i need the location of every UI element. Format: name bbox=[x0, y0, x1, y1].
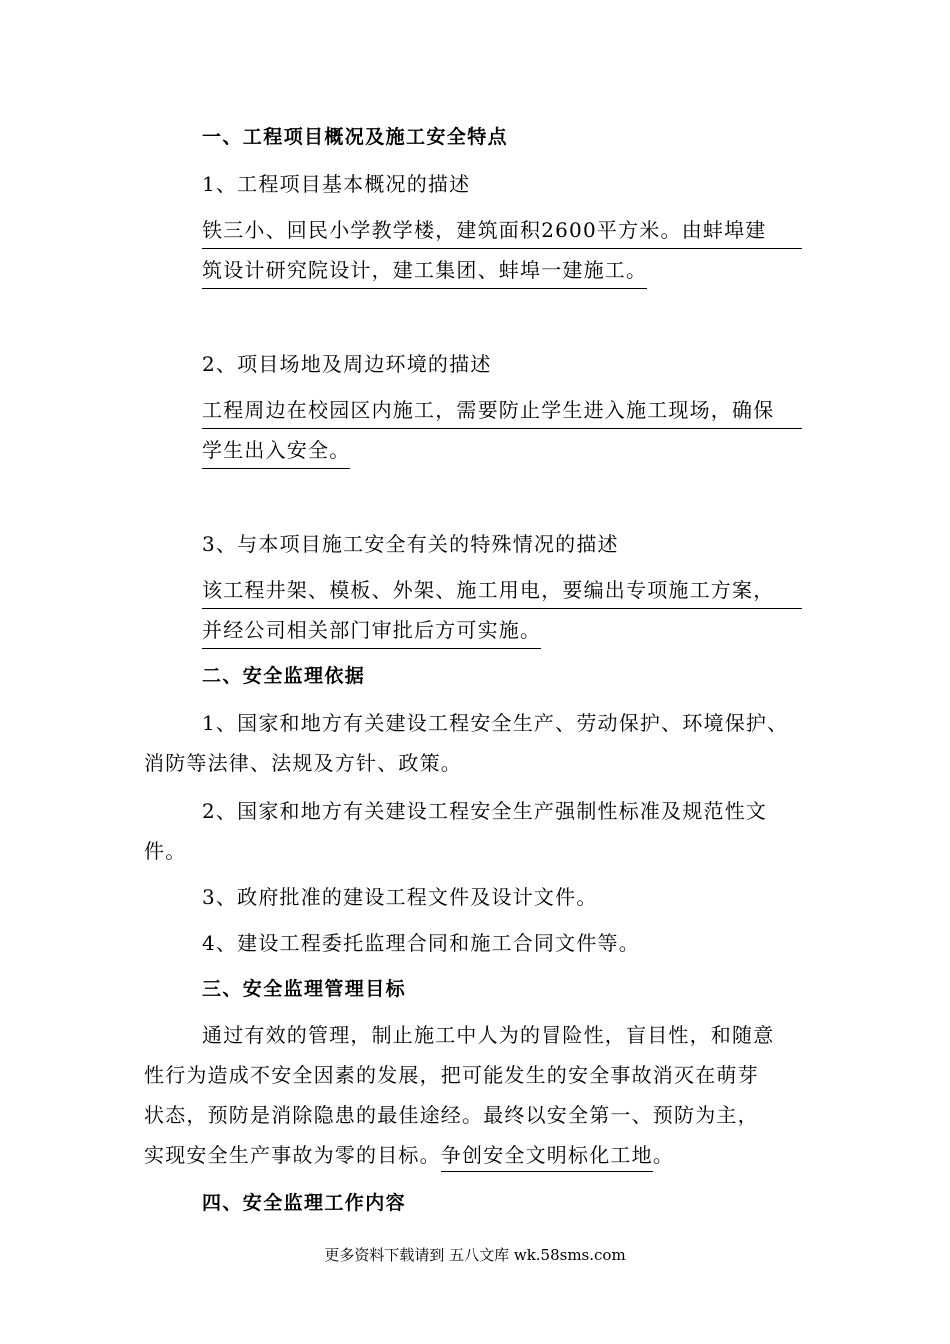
section-1-heading: 一、工程项目概况及施工安全特点 bbox=[202, 126, 509, 148]
section-3-line-2: 性行为造成不安全因素的发展，把可能发生的安全事故消灭在萌芽 bbox=[144, 1063, 759, 1087]
section-2-line-4: 件。 bbox=[144, 839, 187, 863]
section-1-item-2-line-2: 学生出入安全。 bbox=[202, 436, 350, 469]
section-3-line-4-period: 。 bbox=[652, 1143, 675, 1167]
section-3-heading: 三、安全监理管理目标 bbox=[202, 978, 407, 1000]
section-1-item-1-title: 1、工程项目基本概况的描述 bbox=[202, 172, 471, 196]
section-2-line-6: 4、建设工程委托监理合同和施工合同文件等。 bbox=[202, 931, 640, 955]
section-2-line-3: 2、国家和地方有关建设工程安全生产强制性标准及规范性文 bbox=[202, 799, 768, 823]
section-1-item-3-line-2: 并经公司相关部门审批后方可实施。 bbox=[202, 616, 541, 649]
section-1-item-2-title: 2、项目场地及周边环境的描述 bbox=[202, 352, 492, 376]
section-1-item-3-title: 3、与本项目施工安全有关的特殊情况的描述 bbox=[202, 532, 619, 556]
section-1-item-1-line-1: 铁三小、回民小学教学楼，建筑面积2600平方米。由蚌埠建 bbox=[202, 216, 802, 249]
section-1-item-3-line-1: 该工程井架、模板、外架、施工用电，要编出专项施工方案， bbox=[202, 576, 802, 609]
section-3-line-1: 通过有效的管理，制止施工中人为的冒险性，盲目性，和随意 bbox=[202, 1023, 775, 1047]
section-3-line-3: 状态，预防是消除隐患的最佳途经。最终以安全第一、预防为主， bbox=[144, 1103, 759, 1127]
footer-download-note: 更多资料下载请到 五八文库 wk.58sms.com bbox=[324, 1246, 626, 1264]
section-2-line-5: 3、政府批准的建设工程文件及设计文件。 bbox=[202, 885, 598, 909]
section-1-item-2-line-1: 工程周边在校园区内施工，需要防止学生进入施工现场，确保 bbox=[202, 396, 802, 429]
section-3-line-4 bbox=[144, 1141, 674, 1169]
section-3-line-4-text: 实现安全生产事故为零的目标。 bbox=[144, 1143, 441, 1167]
section-2-heading: 二、安全监理依据 bbox=[202, 665, 366, 687]
section-2-line-2: 消防等法律、法规及方针、政策。 bbox=[144, 751, 462, 775]
section-4-heading: 四、安全监理工作内容 bbox=[202, 1192, 407, 1214]
section-2-line-1: 1、国家和地方有关建设工程安全生产、劳动保护、环境保护、 bbox=[202, 711, 789, 735]
section-1-item-1-line-2: 筑设计研究院设计，建工集团、蚌埠一建施工。 bbox=[202, 256, 647, 289]
section-3-underlined-goal: 争创安全文明标化工地 bbox=[441, 1143, 653, 1172]
